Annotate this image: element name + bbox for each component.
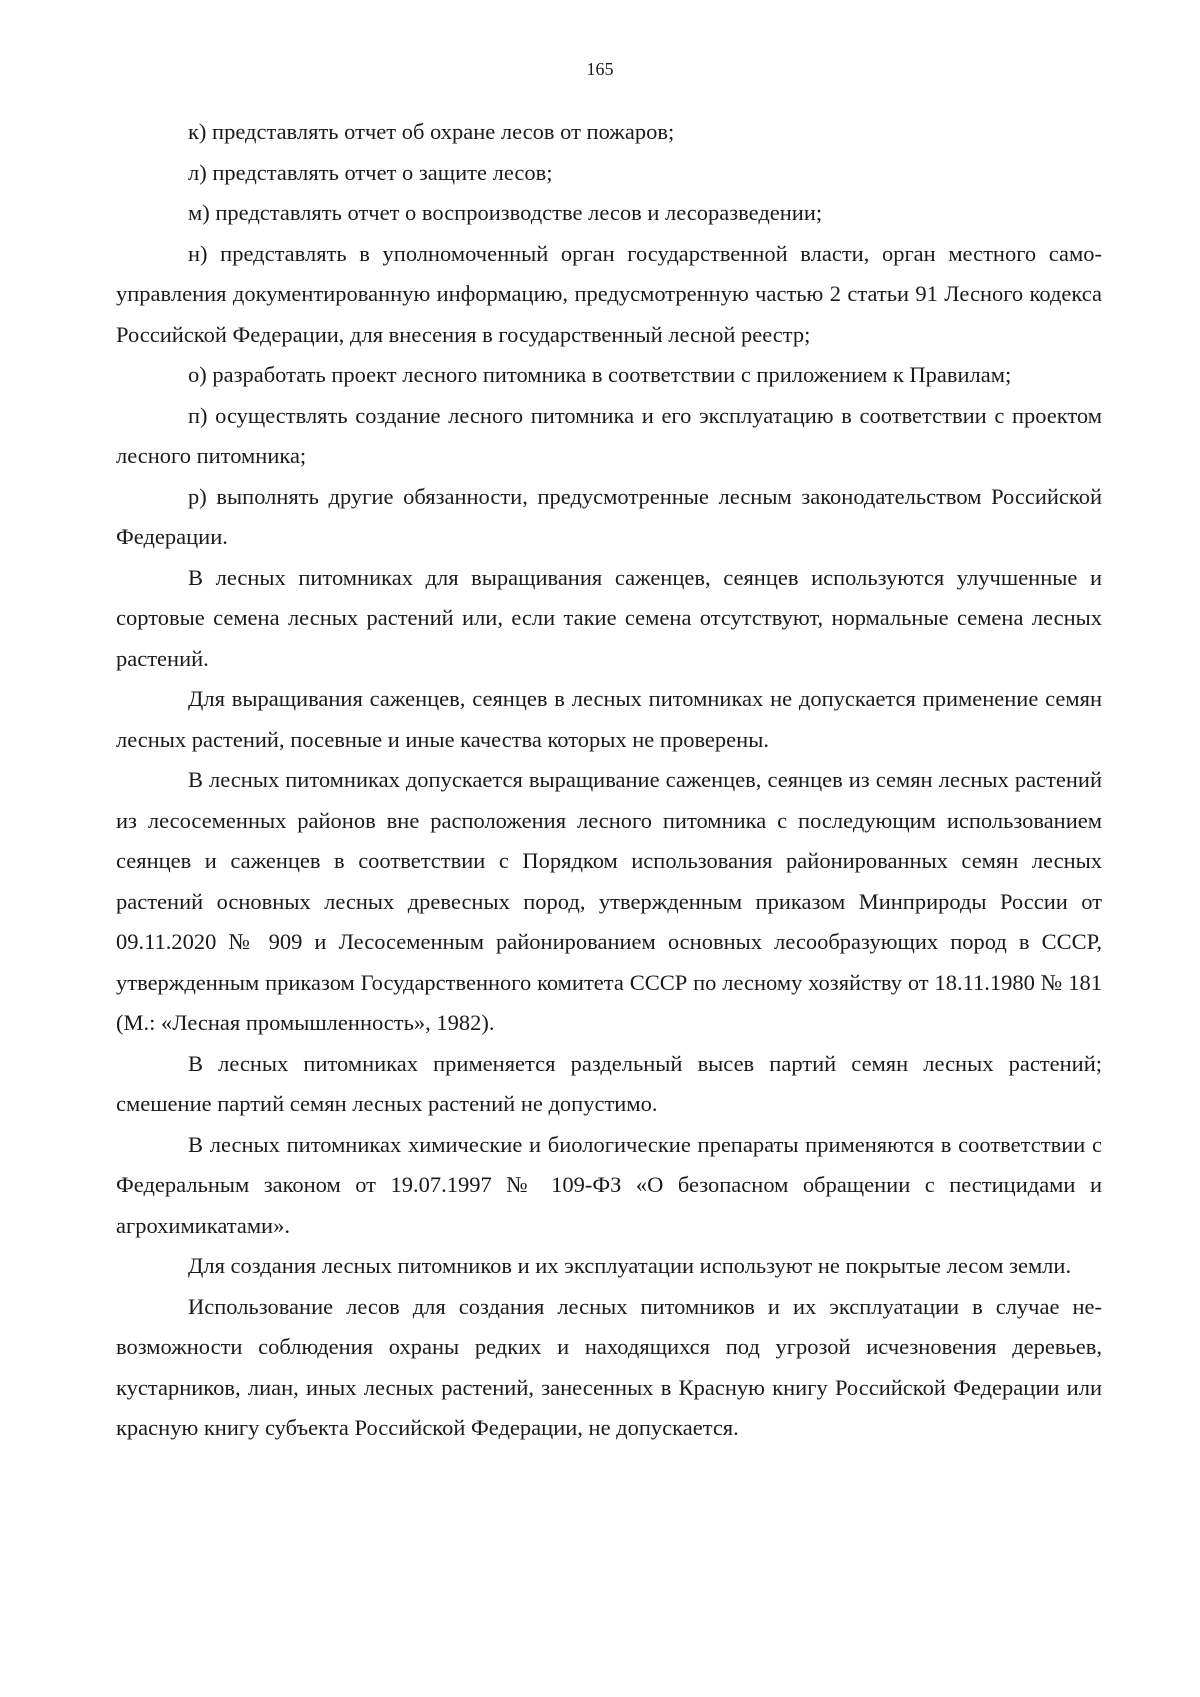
paragraph-l: л) представлять отчет о защите лесов; [188,159,553,185]
paragraph-o: о) разработать проект лесного питомника в соответствии с приложением к Правилам; [188,362,1012,387]
paragraph-unverified-seeds: Для выращивания саженцев, сеянцев в лесных питомниках не допускается применение семян лесных растений, посевные и иные качества которых не проверены. [116,686,1102,752]
paragraph-k: к) представлять отчет об охране лесов от пожаров; [188,119,675,144]
paragraph-separate-sowing: В лесных питомниках применяется раздельный высев партий семян лесных растений; смешение партий семян лесных растений не допустимо. [116,1050,1102,1116]
paragraph-n: н) представлять в уполномоченный орган государственной власти, орган местного самоуправления документированную информацию, предусмотренную частью 2 статьи 91 Лесного кодекса Российской Федерации, для внесения в государственный лесной реестр; [116,240,1102,347]
document-body [116,112,1102,1449]
paragraph-m: м) представлять отчет о воспроизводстве лесов и лесоразведении; [188,200,823,225]
paragraph-seeds-quality: В лесных питомниках для выращивания саженцев, сеянцев используются улучшенные и сортовые семена лесных растений или, если такие семена отсутствуют, нормальные семена лесных растений. [116,564,1102,671]
paragraph-seed-zones: В лесных питомниках допускается выращивание саженцев, сеянцев из семян лесных растений из лесосеменных районов вне расположения лесного питомника с последующим использованием сеянцев и саженцев в соответствии с Порядком использования районированных семян лесных растений основных лесных древесных пород, утвержденным приказом Минприроды России от 09.11.2020 № 909 и Лесосеменным районированием основных лесообразующих пород в СССР, утвержденным приказом Государственного комитета СССР по лесному хозяйству от 18.11.1980 № 181 (М.: «Лесная промышленность», 1982). [116,767,1102,1035]
paragraph-p: п) осуществлять создание лесного питомника и его эксплуатацию в соответствии с проектом лесного питомника; [116,402,1102,468]
paragraph-chemicals: В лесных питомниках химические и биологические препараты применяются в соответствии с Федеральным законом от 19.07.1997 № 109-ФЗ «О безопасном обращении с пестицидами и агрохимикатами». [116,1131,1102,1238]
page-number: 165 [586,59,614,79]
paragraph-lands: Для создания лесных питомников и их эксплуатации используют не покрытые лесом земли. [188,1253,1072,1278]
paragraph-red-book: Использование лесов для создания лесных питомников и их эксплуатации в случае невозможности соблюдения охраны редких и находящихся под угрозой исчезновения деревьев, кустарников, лиан, иных лесных растений, занесенных в Красную книгу Российской Федерации или красную книгу субъекта Российской Федерации, не допускается. [116,1293,1102,1440]
paragraph-r: р) выполнять другие обязанности, предусмотренные лесным законодательством Российской Федерации. [116,483,1102,549]
